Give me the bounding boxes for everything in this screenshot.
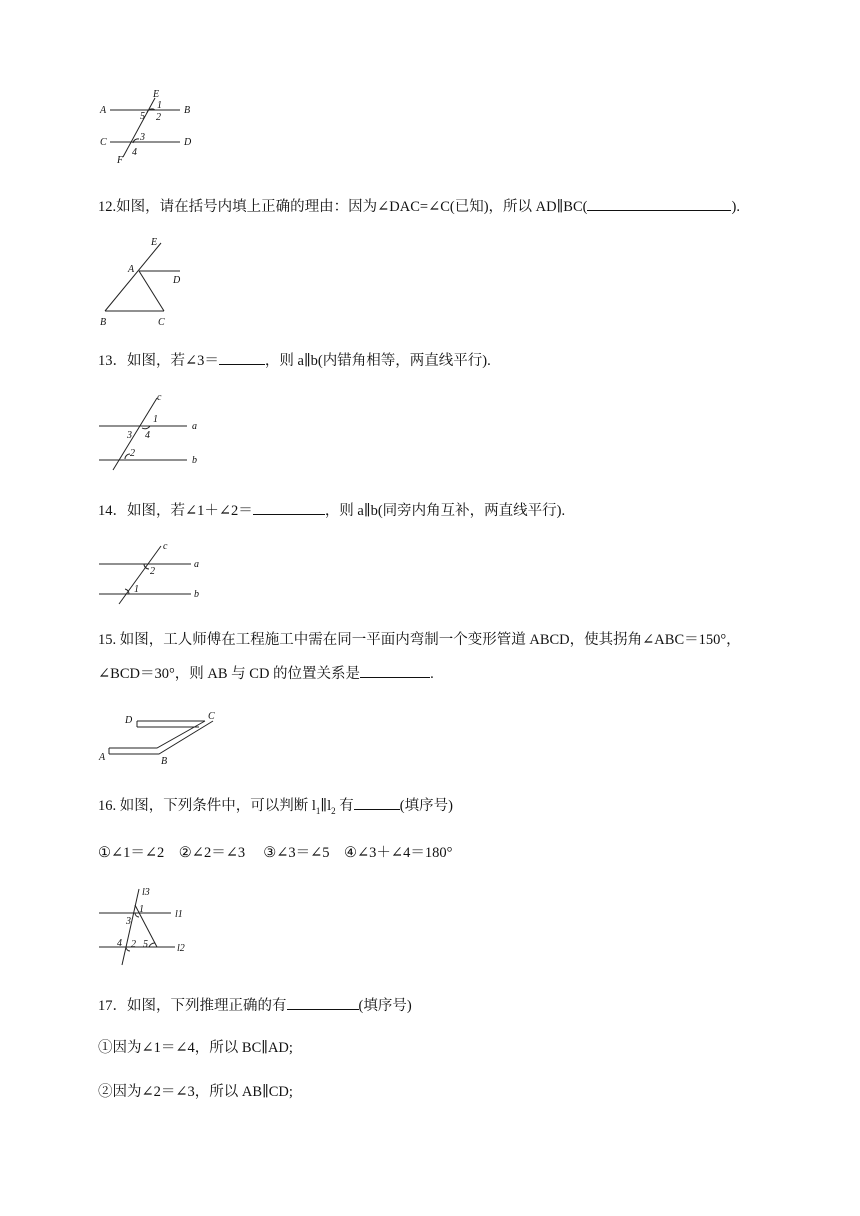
label-a: a — [194, 559, 199, 570]
question-17-item2: ②因为∠2＝∠3，所以 AB∥CD; — [98, 1084, 293, 1100]
question-15-line2 — [98, 663, 434, 684]
figure-q12 — [95, 235, 205, 330]
label-E: E — [151, 237, 158, 248]
angle-2: 2 — [156, 112, 161, 123]
question-13 — [98, 350, 491, 371]
label-l1: l1 — [175, 909, 183, 920]
q15-answer-blank[interactable] — [360, 663, 430, 678]
label-l2: l2 — [177, 943, 185, 954]
label-D: D — [173, 275, 181, 286]
q16-sub2: 2 — [331, 805, 336, 816]
q15-text: ∠BCD＝30°，则 AB 与 CD 的位置关系是 — [98, 666, 361, 682]
angle-4: 4 — [145, 430, 150, 441]
angle-2: 2 — [131, 939, 136, 950]
q13-answer-blank[interactable] — [219, 350, 265, 365]
question-15-line1: 15. 如图，工人师傅在工程施工中需在同一平面内弯制一个变形管道 ABCD，使其拐角∠ABC＝150°， — [98, 632, 741, 648]
label-c: c — [163, 541, 168, 552]
question-16 — [98, 795, 453, 821]
angle-1: 1 — [157, 100, 162, 111]
angle-3: 3 — [126, 916, 131, 927]
label-F: F — [117, 155, 124, 166]
angle-5: 5 — [140, 111, 145, 122]
q12-text-end: ). — [731, 199, 740, 215]
angle-5: 5 — [143, 939, 148, 950]
angle-3: 3 — [127, 430, 132, 441]
figure-q13 — [95, 388, 210, 473]
label-a: a — [192, 421, 197, 432]
q17-answer-blank[interactable] — [287, 995, 359, 1010]
angle-3: 3 — [140, 132, 145, 143]
label-b: b — [192, 455, 197, 466]
label-B: B — [161, 756, 168, 767]
label-A: A — [128, 264, 135, 275]
angle-2: 2 — [130, 448, 135, 459]
q17-text-end: (填序号) — [358, 998, 412, 1014]
figure-q11 — [95, 85, 205, 170]
label-A: A — [100, 105, 107, 116]
q14-answer-blank[interactable] — [253, 500, 325, 515]
figure-q15 — [95, 708, 225, 768]
question-17 — [98, 995, 412, 1016]
angle-1: 1 — [134, 584, 139, 595]
label-c: c — [157, 392, 162, 403]
question-14 — [98, 500, 565, 521]
figure-q14 — [95, 540, 210, 610]
question-17-item1: ①因为∠1＝∠4，所以 BC∥AD; — [98, 1040, 293, 1056]
label-E: E — [153, 89, 160, 100]
angle-1: 1 — [139, 904, 144, 915]
q16-answer-blank[interactable] — [354, 795, 400, 810]
question-12 — [98, 196, 740, 217]
q13-text: 13．如图，若∠3＝ — [98, 353, 219, 369]
q17-text: 17．如图，下列推理正确的有 — [98, 998, 287, 1014]
q15-text-end: . — [430, 666, 434, 682]
q13-text-end: ，则 a∥b(内错角相等，两直线平行). — [264, 353, 491, 369]
question-16-options: ①∠1＝∠2 ②∠2＝∠3 ③∠3＝∠5 ④∠3＋∠4＝180° — [98, 845, 453, 861]
q12-answer-blank[interactable] — [587, 196, 731, 211]
figure-q16 — [95, 885, 205, 970]
label-C: C — [100, 137, 107, 148]
label-A: A — [99, 752, 106, 763]
label-l3: l3 — [142, 887, 150, 898]
angle-4: 4 — [117, 938, 122, 949]
q12-text: 12.如图，请在括号内填上正确的理由：因为∠DAC=∠C(已知)，所以 AD∥BC( — [98, 199, 588, 215]
label-B: B — [184, 105, 191, 116]
label-C: C — [158, 317, 165, 328]
q16-text-after: 有 — [335, 798, 354, 814]
angle-4: 4 — [132, 147, 137, 158]
label-C: C — [208, 711, 215, 722]
q14-text: 14．如图，若∠1＋∠2＝ — [98, 503, 253, 519]
label-b: b — [194, 589, 199, 600]
angle-1: 1 — [153, 414, 158, 425]
label-D: D — [184, 137, 192, 148]
q14-text-end: ，则 a∥b(同旁内角互补，两直线平行). — [324, 503, 566, 519]
q16-text: 16. 如图，下列条件中，可以判断 l — [98, 798, 316, 814]
label-D: D — [125, 715, 133, 726]
label-B: B — [100, 317, 107, 328]
q16-mid: ∥l — [320, 798, 332, 814]
q16-text-end: (填序号) — [399, 798, 453, 814]
q16-sub1: 1 — [315, 805, 321, 816]
angle-2: 2 — [150, 566, 155, 577]
